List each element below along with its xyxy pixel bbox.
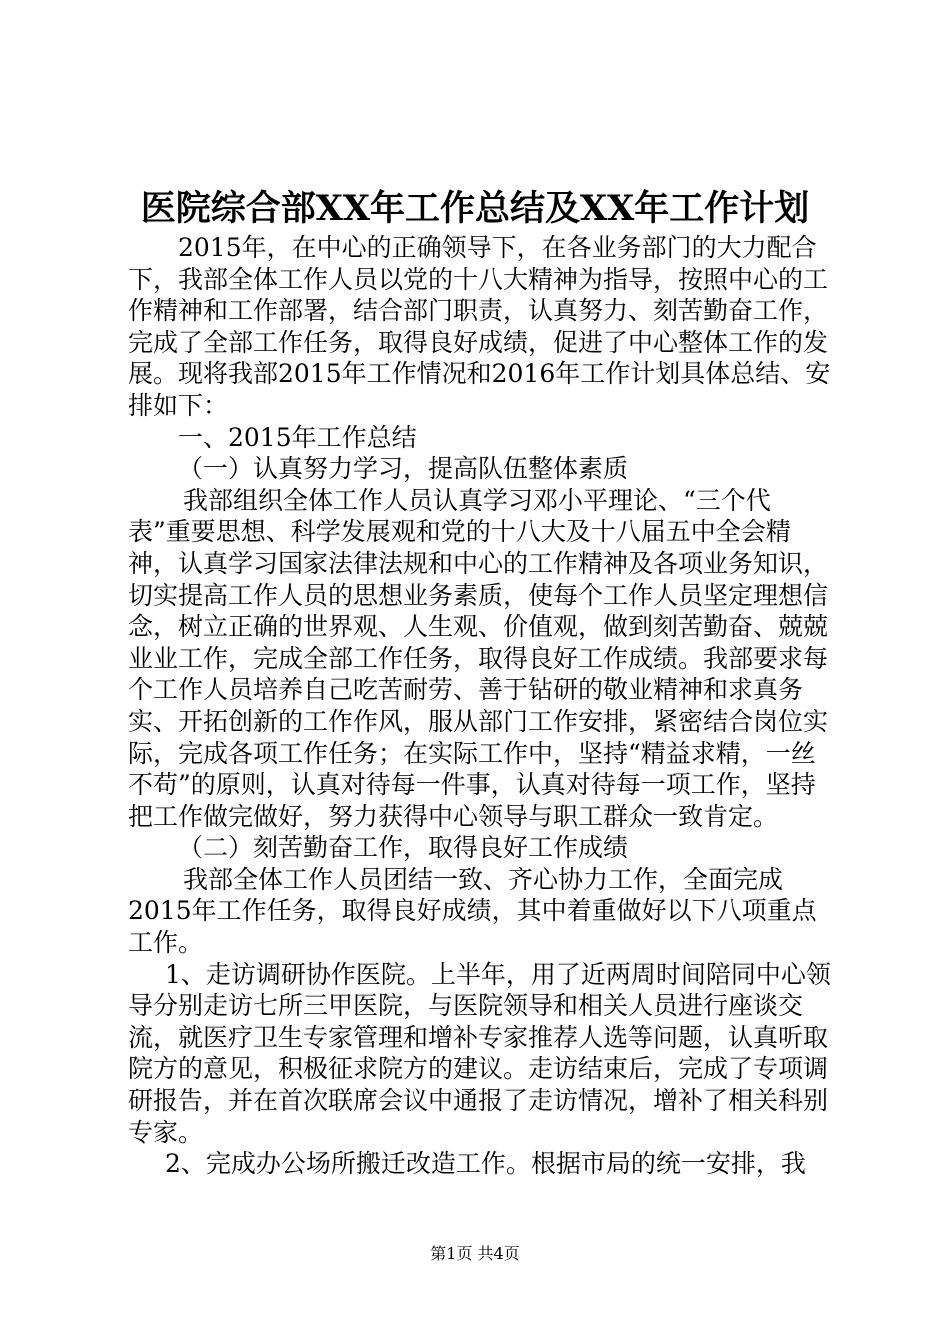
document-body: [128, 232, 833, 1180]
intro-paragraph: 2015年，在中心的正确领导下，在各业务部门的大力配合下，我部全体工作人员以党的十八大精神为指导，按照中心的工作精神和工作部署，结合部门职责，认真努力、刻苦勤奋工作，完成了全部工作任务，取得良好成绩，促进了中心整体工作的发展。现将我部2015年工作情况和2016年工作计划具体总结、安排如下：: [128, 233, 831, 420]
item-1-paragraph: 1、走访调研协作医院。上半年，用了近两周时间陪同中心领导分别走访七所三甲医院，与医院领导和相关人员进行座谈交流，就医疗卫生专家管理和增补专家推荐人选等问题，认真听取院方的意见，积极征求院方的建议。走访结束后，完成了专项调研报告，并在首次联席会议中通报了走访情况，增补了相关科别专家。: [128, 959, 831, 1147]
page-footer: 第1页 共4页: [430, 1244, 520, 1263]
item-2-paragraph: 2、完成办公场所搬迁改造工作。根据市局的统一安排，我: [165, 1149, 806, 1179]
subsection-heading-2: （二）刻苦勤奋工作，取得良好工作成绩: [178, 833, 629, 863]
document-title: 医院综合部XX年工作总结及XX年工作计划: [140, 188, 810, 229]
subsection-heading-1: （一）认真努力学习，提高队伍整体素质: [178, 454, 629, 484]
study-paragraph: 我部组织全体工作人员认真学习邓小平理论、“三个代表”重要思想、科学发展观和党的十八大及十八届五中全会精神，认真学习国家法律法规和中心的工作精神及各项业务知识，切实提高工作人员的思想业务素质，使每个工作人员坚定理想信念，树立正确的世界观、人生观、价值观，做到刻苦勤奋、兢兢业业工作，完成全部工作任务，取得良好工作成绩。我部要求每个工作人员培养自己吃苦耐劳、善于钻研的敬业精神和求真务实、开拓创新的工作作风，服从部门工作安排，紧密结合岗位实际，完成各项工作任务；在实际工作中，坚持“精益求精，一丝不苟”的原则，认真对待每一件事，认真对待每一项工作，坚持把工作做完做好，努力获得中心领导与职工群众一致肯定。: [128, 485, 829, 831]
section-heading: 一、2015年工作总结: [178, 422, 417, 452]
work-summary-paragraph: 我部全体工作人员团结一致、齐心协力工作，全面完成2015年工作任务，取得良好成绩，其中着重做好以下八项重点工作。: [128, 864, 817, 958]
